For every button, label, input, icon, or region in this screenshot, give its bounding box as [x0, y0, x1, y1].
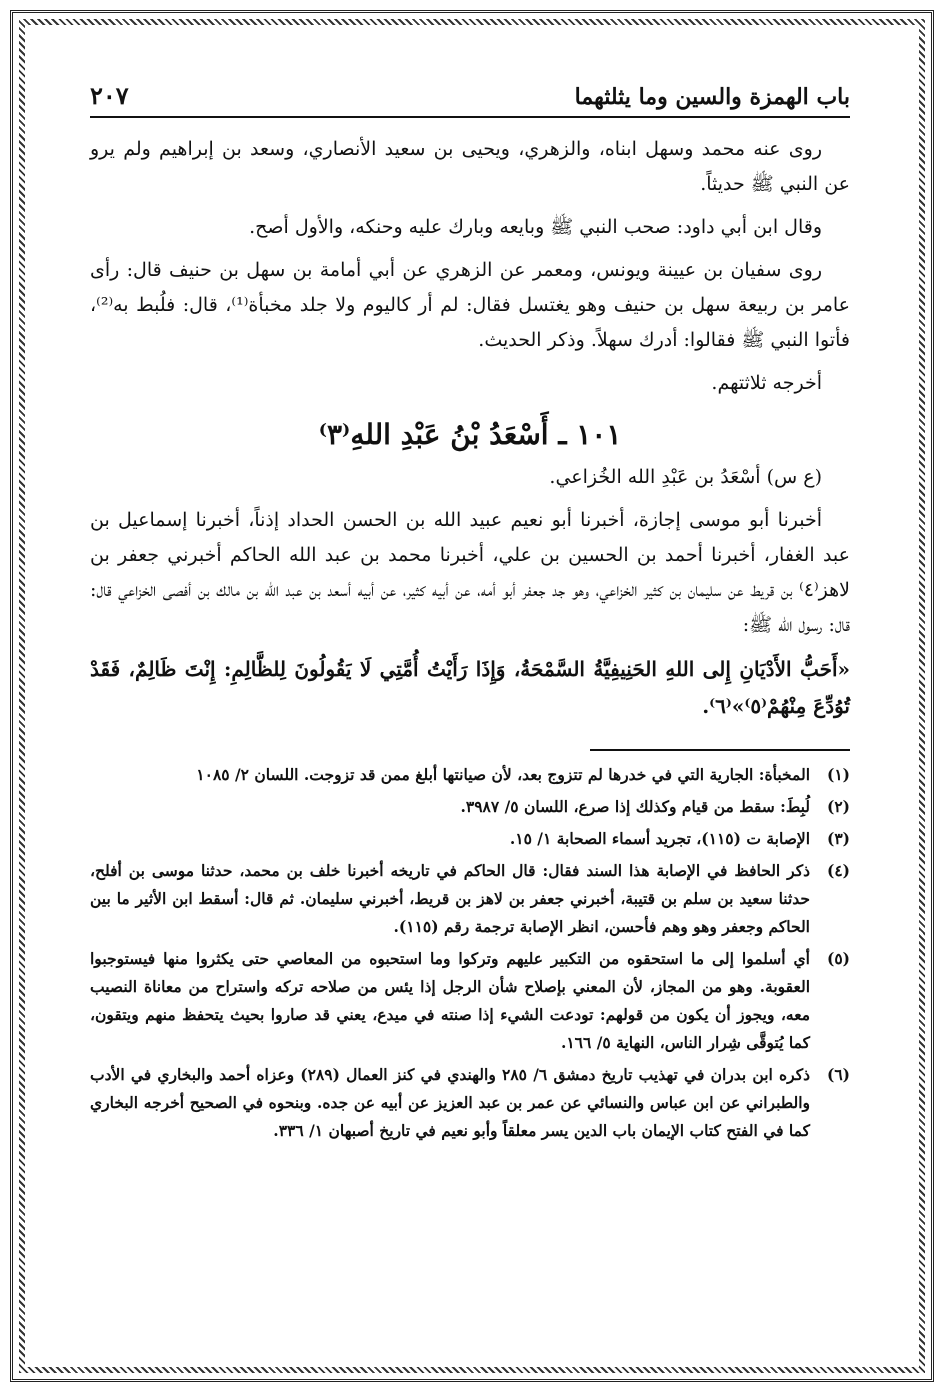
footnotes	[90, 761, 850, 1145]
footnote	[90, 761, 850, 789]
book-page	[90, 70, 850, 1149]
footnote-text: ذكره ابن بدران في تهذيب تاريخ دمشق ٦/ ٢٨٥ والهندي في كنز العمال (٢٨٩) وعزاه أحمد والبخاري في الأدب والطبراني عن ابن عباس والنسائي عن عمر بن عبد العزيز عن أبيه عن جده. وبنحوه في الصحيح أخرجه البخاري كما في الفتح كتاب الإيمان باب الدين يسر معلقاً وأبو نعيم في تاريخ أصبهان ١/ ٣٣٦.	[90, 1065, 811, 1140]
footnote	[90, 825, 850, 853]
footnote-number: (٢)	[826, 797, 850, 816]
footnote-number: (١)	[826, 765, 850, 784]
main-text	[90, 132, 850, 725]
footnote	[90, 945, 850, 1057]
hadith-quote: «أَحَبُّ الأَدْيَانِ إِلى اللهِ الحَنِيفِيَّةُ السَّمْحَةُ، وَإِذَا رَأَيْتُ أُمَّتِي لَا يَقُولُونَ لِلظَّالِمِ: إِنْتَ ظَالِمٌ، فَقَدْ تُوُدِّعَ مِنْهُمْ⁽٥⁾»⁽٦⁾.	[90, 657, 850, 718]
footnote-text: أي أسلموا إلى ما استحقوه من التكبير عليهم وتركوا وما استحبوه من المعاصي حتى يكثروا منها فيستوجبوا العقوبة. وهو من المجاز، لأن المعني بإصلاح شأن الرجل إذا يئس من صلاحه تركه واستراح من معاناة النصيب معه، ويجوز أن يكون من قولهم: تودعت الشيء إذا صنته في ميدع، يعني قد صاروا بحيث يتحفظ منهم ويتقون، كما يُتوقَّى شِرار الناس، النهاية ٥/ ١٦٦.	[90, 949, 810, 1052]
footnote-number: (٥)	[826, 949, 850, 968]
running-header	[90, 70, 850, 118]
footnote-text: لُبِطَ: سقط من قيام وكذلك إذا صرع، اللسان ٥/ ٣٩٨٧.	[460, 797, 810, 816]
paragraph: روى عنه محمد وسهل ابناه، والزهري، ويحيى بن سعيد الأنصاري، وسعد بن إبراهيم ولم يرو عن النبي ﷺ حديثاً.	[90, 138, 850, 195]
entry-intro: (ع س) أسْعَدُ بن عَبْدِ الله الخُزاعي.	[549, 466, 822, 488]
footnote-number: (٤)	[826, 861, 850, 880]
entry-chain: أخبرنا أبو موسى إجازة، أخبرنا أبو نعيم عبيد الله بن الحسن الحداد إذناً، أخبرنا إسماعيل بن عبد الغفار، أخبرنا أحمد بن الحسين بن علي، أخبرنا محمد بن عبد الله الحاكم أخبرني جعفر بن لاهز⁽٤⁾ بن قريط عن سليمان بن كثير الخزاعي، وهو جد جعفر أبو أمه، عن أبيه كثير، عن أبيه أسعد بن عبد الله بن مالك بن أفصى الخزاعي قال: قال: رسول الله ﷺ:	[90, 509, 850, 636]
entry-title: ١٠١ ـ أَسْعَدُ بْنُ عَبْدِ اللهِ⁽٣⁾	[318, 418, 622, 451]
paragraph: روى سفيان بن عيينة ويونس، ومعمر عن الزهري عن أبي أمامة بن سهل بن حنيف قال: رأى عامر بن ربيعة سهل بن حنيف وهو يغتسل فقال: لم أر كاليوم ولا جلد مخبأة⁽¹⁾، قال: فلُبط به⁽²⁾، فأتوا النبي ﷺ فقالوا: أدرك سهلاً. وذكر الحديث.	[90, 259, 851, 351]
footnote-number: (٣)	[826, 829, 850, 848]
footnote	[90, 1061, 850, 1145]
footnote	[90, 857, 850, 941]
footnote	[90, 793, 850, 821]
footnote-text: ذكر الحافظ في الإصابة هذا السند فقال: قال الحاكم في تاريخه أخبرنا خلف بن محمد، حدثنا موسى بن أفلح، حدثنا سعيد بن سلم بن قتيبة، أخبرني جعفر بن لاهز بن قريط، أخبرني سليمان. ثم قال: أسقط ابن الأثير ما بين الحاكم وجعفر وهو وهم فأحسن، انظر الإصابة ترجمة رقم (١١٥).	[90, 861, 810, 936]
paragraph: أخرجه ثلاثتهم.	[711, 372, 822, 394]
footnote-text: الإصابة ت (١١٥)، تجريد أسماء الصحابة ١/ ١٥.	[509, 829, 810, 848]
page-number: ٢٠٧	[90, 81, 129, 110]
footnote-number: (٦)	[826, 1065, 850, 1084]
paragraph: وقال ابن أبي داود: صحب النبي ﷺ وبايعه وبارك عليه وحنكه، والأول أصح.	[249, 216, 822, 238]
footnote-text: المخبأة: الجارية التي في خدرها لم تتزوج بعد، لأن صيانتها أبلغ ممن قد تزوجت. اللسان ٢/ ١٠٨٥	[196, 765, 810, 784]
header-title: باب الهمزة والسين وما يثلثهما	[574, 84, 850, 110]
footnote-divider	[590, 749, 850, 751]
